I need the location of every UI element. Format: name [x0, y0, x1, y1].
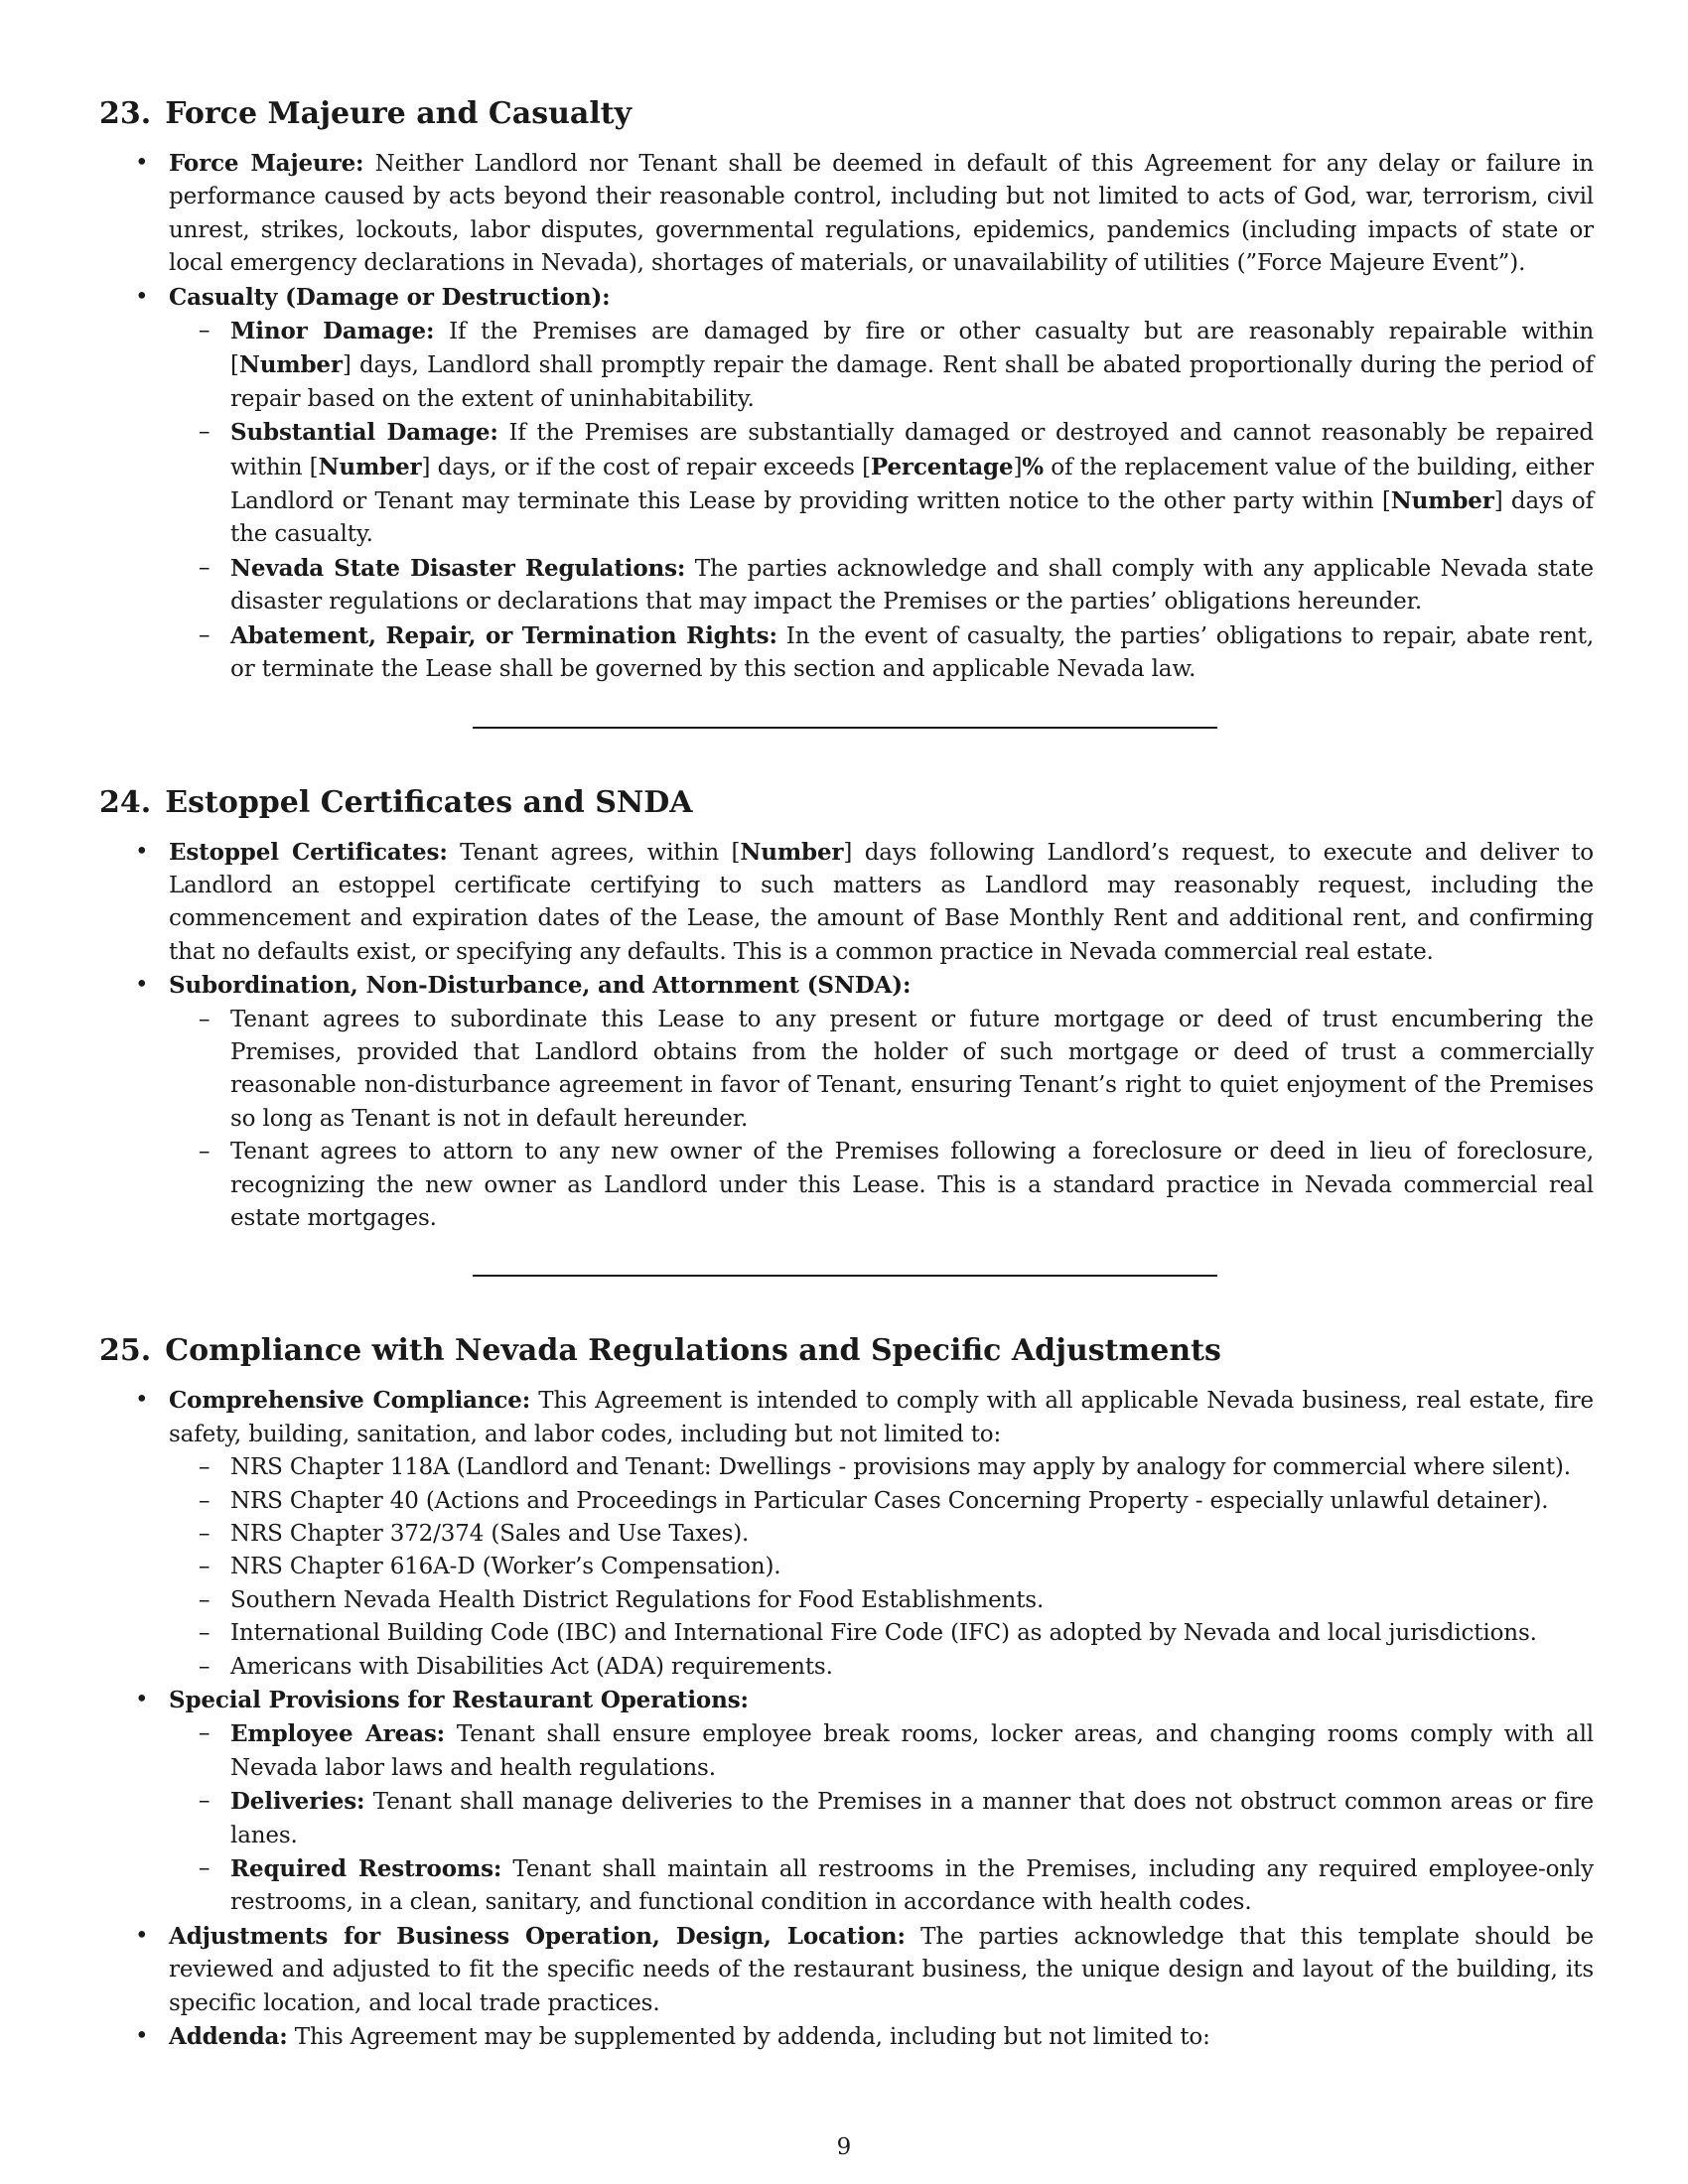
item-text: Neither Landlord nor Tenant shall be deemed in default of this Agreement for any delay or failure in performance caused by acts beyond their reasonable control, including but not limited to acts of God, war, terrorism, civil unrest, strikes, lockouts, labor disputes, governmental regulations, epidemics, pandemics (including impacts of state or local emergency declarations in Nevada), shortages of materials, or unavailability of utilities (”Force Majeure Event”).	[169, 151, 1594, 277]
item-text: ] days following Landlord’s request, to execute and deliver to Landlord an estoppel certificate certifying to such matters as Landlord may reasonably request, including the commencement and expiration dates of the Lease, the amount of Base Monthly Rent and additional rent, and confirming that no defaults exist, or specifying any defaults. This is a common practice in Nevada commercial real estate.	[169, 839, 1595, 965]
section-25-heading	[99, 1332, 1594, 1370]
abatement-item	[169, 619, 1594, 687]
item-text: This Agreement may be supplemented by addenda, including but not limited to:	[287, 2024, 1210, 2051]
item-text: Tenant shall ensure employee break rooms, locker areas, and changing rooms comply with all Nevada labor laws and health regulations.	[230, 1721, 1594, 1781]
item-label: Minor Damage:	[230, 318, 435, 345]
item-text: Tenant agrees, within [	[447, 839, 741, 866]
snda-attorn-item: – Tenant agrees to attorn to any new owner of the Premises following a foreclosure or deed in lieu of foreclosure, recognizing the new owner as Landlord under this Lease. This is a standard practice in Nevada commercial real estate mortgages.	[169, 1136, 1594, 1235]
code-item: – NRS Chapter 118A (Landlord and Tenant: Dwellings - provisions may apply by analogy for commercial where silent).	[169, 1451, 1594, 1484]
item-label: Abatement, Repair, or Termination Rights:	[230, 621, 777, 649]
casualty-sublist	[169, 315, 1594, 686]
section-23-list	[99, 147, 1594, 687]
item-text: If the Premises are damaged by fire or other casualty but are reasonably repairable within [	[230, 319, 1594, 379]
section-title: Compliance with Nevada Regulations and Specific Adjustments	[165, 1333, 1221, 1369]
item-label: Deliveries:	[230, 1788, 365, 1816]
placeholder-number: Number	[238, 351, 343, 379]
section-23-heading	[99, 95, 1594, 133]
restrooms-item	[169, 1852, 1594, 1920]
minor-damage-item	[169, 315, 1594, 416]
section-25-list	[99, 1384, 1594, 2054]
code-item: – NRS Chapter 40 (Actions and Proceedings in Particular Cases Concerning Property - especially unlawful detainer).	[169, 1485, 1594, 1518]
snda-subordinate-item: – Tenant agrees to subordinate this Lease to any present or future mortgage or deed of trust encumbering the Premises, provided that Landlord obtains from the holder of such mortgage or deed of trust a commercially reasonable non-disturbance agreement in favor of Tenant, ensuring Tenant’s right to quiet enjoyment of the Premises so long as Tenant is not in default hereunder.	[169, 1004, 1594, 1137]
section-number: 24.	[99, 784, 152, 820]
placeholder-number: Number	[740, 838, 844, 866]
placeholder-number: Number	[1390, 487, 1494, 515]
item-label: Required Restrooms:	[230, 1855, 502, 1883]
item-text: ] days of the casualty.	[230, 488, 1594, 548]
item-label: Comprehensive Compliance:	[169, 1387, 531, 1415]
restaurant-sublist	[169, 1717, 1594, 1919]
section-title: Estoppel Certificates and SNDA	[165, 784, 693, 820]
item-text: The parties acknowledge that this template should be reviewed and adjusted to fit the specific needs of the restaurant business, the unique design and layout of the building, its specific location, and local trade practices.	[169, 1923, 1594, 2016]
substantial-damage-item	[169, 416, 1594, 552]
compliance-sublist	[169, 1451, 1594, 1684]
code-item: – NRS Chapter 616A-D (Worker’s Compensation).	[169, 1551, 1594, 1583]
item-label: Subordination, Non-Disturbance, and Attornment (SNDA):	[169, 972, 912, 1000]
item-label: Substantial Damage:	[230, 419, 498, 447]
item-text: ] days, Landlord shall promptly repair the damage. Rent shall be abated proportionally during the period of repair based on the extent of uninhabitability.	[230, 352, 1594, 412]
adjustments-item	[99, 1920, 1594, 2020]
item-label: Adjustments for Business Operation, Design, Location:	[169, 1922, 906, 1950]
code-item: – International Building Code (IBC) and International Fire Code (IFC) as adopted by Nevada and local jurisdictions.	[169, 1617, 1594, 1650]
item-text: Tenant shall maintain all restrooms in the Premises, including any required employee-only restrooms, in a clean, sanitary, and functional condition in accordance with health codes.	[230, 1856, 1594, 1916]
estoppel-item	[99, 836, 1594, 970]
percent-sign: %	[1022, 453, 1044, 480]
item-text: ] days, or if the cost of repair exceeds [	[421, 454, 871, 480]
section-24-list	[99, 836, 1594, 1236]
item-text: In the event of casualty, the parties’ obligations to repair, abate rent, or terminate the Lease shall be governed by this section and applicable Nevada law.	[230, 622, 1594, 683]
item-text: If the Premises are substantially damaged or destroyed and cannot reasonably be repaired within [	[230, 420, 1594, 480]
item-label: Special Provisions for Restaurant Operations:	[169, 1687, 749, 1714]
item-label: Estoppel Certificates:	[169, 838, 448, 866]
employee-areas-item	[169, 1717, 1594, 1785]
section-title: Force Majeure and Casualty	[165, 96, 633, 131]
item-label: Nevada State Disaster Regulations:	[230, 554, 686, 582]
code-item: – Southern Nevada Health District Regulations for Food Establishments.	[169, 1584, 1594, 1617]
section-number: 25.	[99, 1333, 152, 1369]
addenda-item	[99, 2020, 1594, 2054]
code-item: – NRS Chapter 372/374 (Sales and Use Taxes).	[169, 1518, 1594, 1551]
page-number: 9	[836, 2134, 852, 2160]
placeholder-percentage: Percentage	[870, 453, 1014, 480]
item-label: Casualty (Damage or Destruction):	[169, 283, 611, 311]
item-label: Employee Areas:	[230, 1720, 446, 1748]
section-number: 23.	[99, 96, 152, 131]
nevada-disaster-item	[169, 552, 1594, 619]
item-text: of the replacement value of the building, either Landlord or Tenant may terminate this Lease by providing written notice to the other party within [	[230, 454, 1594, 515]
force-majeure-item	[99, 147, 1594, 281]
item-text: The parties acknowledge and shall comply with any applicable Nevada state disaster regulations or declarations that may impact the Premises or the parties’ obligations hereunder.	[230, 555, 1594, 615]
item-label: Addenda:	[169, 2023, 288, 2051]
snda-item	[99, 969, 1594, 1235]
item-text: ]	[1013, 454, 1023, 480]
item-text: This Agreement is intended to comply with all applicable Nevada business, real estate, fire safety, building, sanitation, and labor codes, including but not limited to:	[169, 1388, 1594, 1447]
deliveries-item	[169, 1785, 1594, 1852]
item-text: Tenant shall manage deliveries to the Premises in a manner that does not obstruct common areas or fire lanes.	[230, 1789, 1594, 1848]
restaurant-provisions-item	[99, 1684, 1594, 1920]
document-page	[99, 95, 1594, 2055]
code-item: – Americans with Disabilities Act (ADA) requirements.	[169, 1651, 1594, 1684]
section-24-heading	[99, 784, 1594, 822]
comprehensive-compliance-item	[99, 1384, 1594, 1684]
placeholder-number: Number	[318, 453, 422, 480]
casualty-item	[99, 281, 1594, 687]
snda-sublist	[169, 1004, 1594, 1236]
item-label: Force Majeure:	[169, 150, 364, 177]
